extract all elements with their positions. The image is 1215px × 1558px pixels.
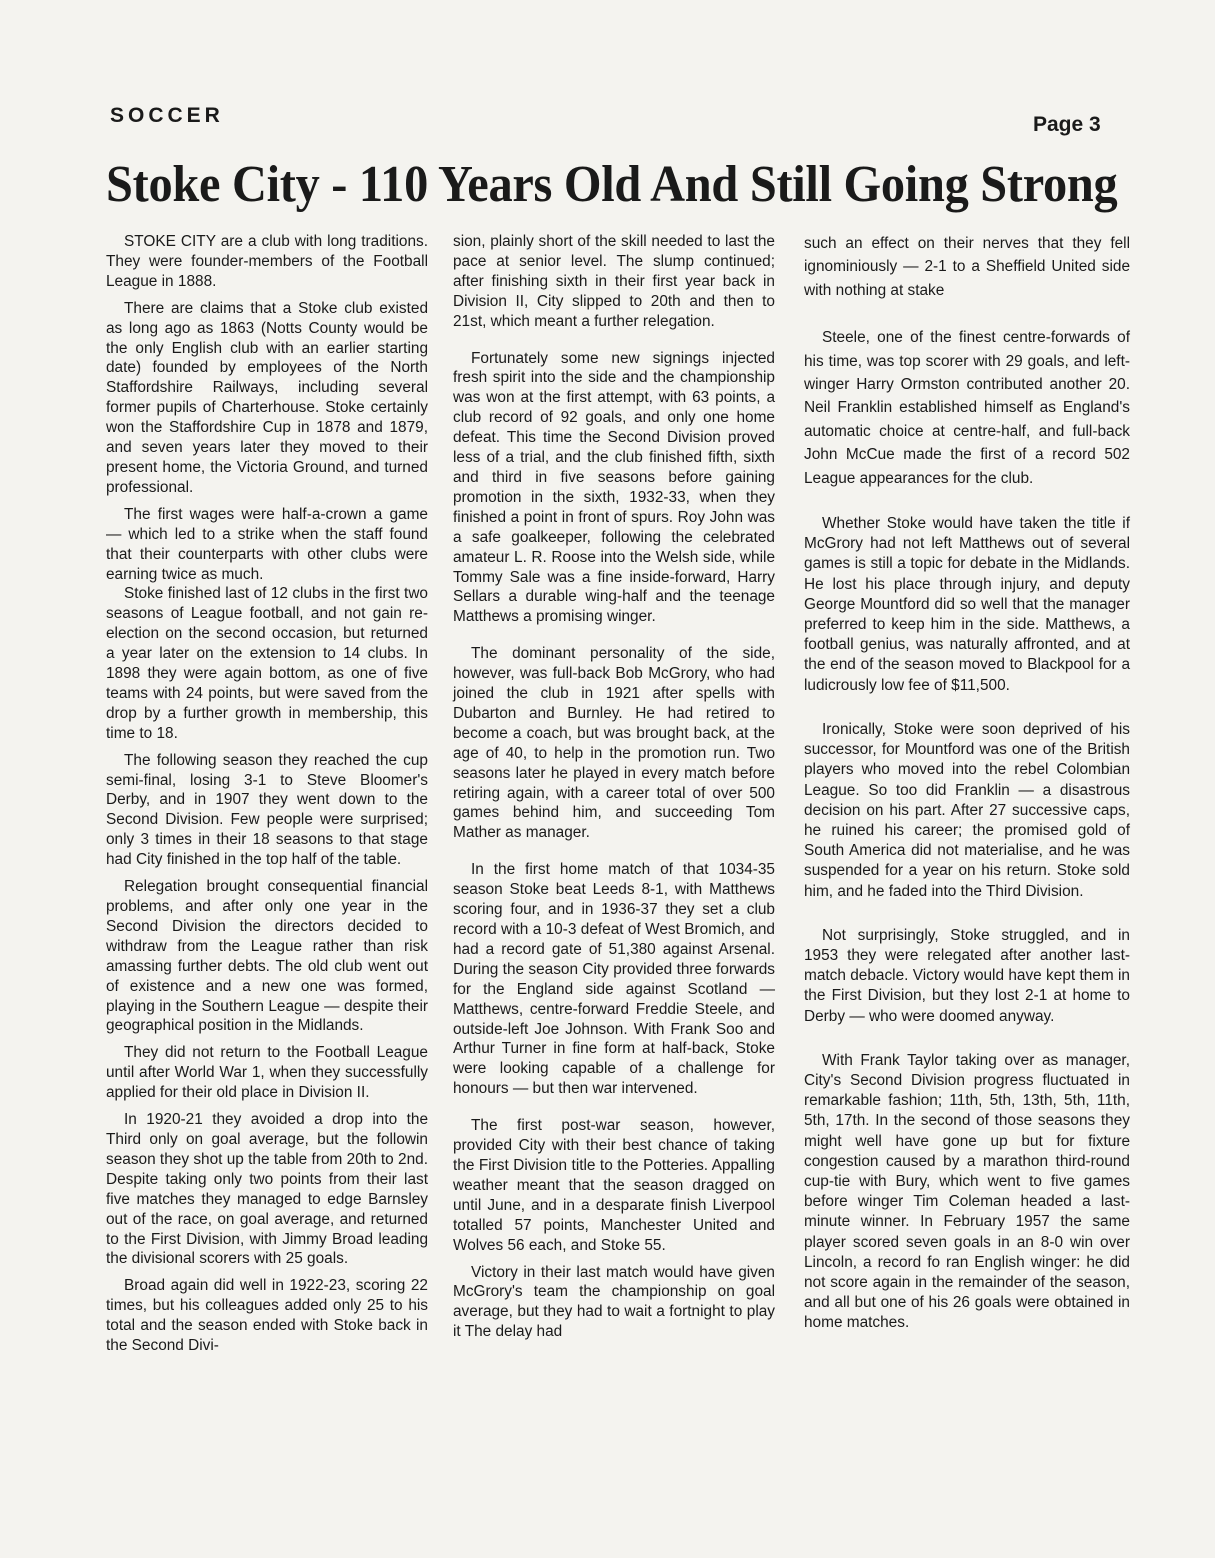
paragraph: Ironically, Stoke were soon deprived of his successor, for Mountford was one of the British players who moved into the rebel Colombian League. So too did Franklin — a disastrous decision on his part. After 27 successive caps, he ruined his career; the promised gold of South America did not materialise, and he was suspended for a year on his return. Stoke sold him, and he faded into the Third Division. [804, 720, 1130, 900]
paragraph: Victory in their last match would have given McGrory's team the championship on goal average, but they had to wait a fortnight to play it The delay had [453, 1263, 775, 1341]
paragraph: They did not return to the Football League until after World War 1, when they successfully applied for their old place in Division II. [106, 1044, 428, 1102]
paragraph: There are claims that a Stoke club existed as long ago as 1863 (Notts County would be the only English club with an earlier starting date) founded by employees of the North Staffordshire Railways, including several former pupils of Charterhouse. Stoke certainly won the Staffordshire Cup in 1878 and 1879, and seven years later they moved to their present home, the Victoria Ground, and turned professional. [106, 299, 428, 496]
paragraph: Fortunately some new signings injected fresh spirit into the side and the championship was won at the first attempt, with 63 points, a club record of 92 goals, and only one home defeat. This time the Second Division proved less of a trial, and the club finished fifth, sixth and third in five seasons before gaining promotion in the sixth, 1932-33, when they finished a point in front of spurs. Roy John was a safe goalkeeper, following the celebrated amateur L. R. Roose into the Welsh side, while Tommy Sale was a fine inside-forward, Harry Sellars a durable wing-half and the teenage Matthews a promising winger. [453, 349, 775, 626]
article-column-2 [453, 232, 775, 1359]
paragraph: Whether Stoke would have taken the title if McGrory had not left Matthews out of several games is still a topic for debate in the Midlands. He lost his place through injury, and deputy George Mountford did so well that the manager preferred to keep him in the side. Matthews, a football genius, was naturally affronted, and at the end of the season moved to Blackpool for a ludicrously low fee of $11,500. [804, 515, 1130, 694]
paragraph: such an effect on their nerves that they fell ignominiously — 2-1 to a Sheffield United side with nothing at stake [804, 235, 1130, 299]
paragraph: Stoke finished last of 12 clubs in the first two seasons of League football, and not gain re-election on the second occasion, but returned a year later on the extension to 14 clubs. In 1898 they were again bottom, as one of five teams with 24 points, but were saved from the drop by a further growth in membership, this time to 18. [106, 585, 428, 742]
article-column-3 [804, 232, 1130, 1334]
article-column-1 [106, 232, 428, 1363]
paragraph: Not surprisingly, Stoke struggled, and in 1953 they were relegated after another last-match debacle. Victory would have kept them in the First Division, but they lost 2-1 at home to Derby — who were doomed anyway. [804, 926, 1130, 1025]
paragraph: Steele, one of the finest centre-forwards of his time, was top scorer with 29 goals, and left-winger Harry Ormston contributed another 20. Neil Franklin established himself as England's automatic choice at centre-half, and full-back John McCue made the first of a record 502 League appearances for the club. [804, 329, 1130, 487]
paragraph: sion, plainly short of the skill needed to last the pace at senior level. The slump continued; after finishing sixth in their first year back in Division II, City slipped to 20th and then to 21st, which meant a further relegation. [453, 233, 775, 330]
paragraph: STOKE CITY are a club with long traditions. They were founder-members of the Football League in 1888. [106, 233, 428, 290]
paragraph: The dominant personality of the side, however, was full-back Bob McGrory, who had joined the club in 1921 after spells with Dubarton and Burnley. He had retired to become a coach, but was brought back, at the age of 40, to help in the promotion run. Two seasons later he played in every match before retiring again, with a career total of over 500 games behind him, and succeeding Tom Mather as manager. [453, 645, 775, 842]
paragraph: In 1920-21 they avoided a drop into the Third only on goal average, but the followin season they shot up the table from 20th to 2nd. Despite taking only two points from their last five matches they managed to edge Barnsley out of the race, on goal average, and returned to the First Division, with Jimmy Broad leading the divisional scorers with 25 goals. [106, 1111, 428, 1268]
paragraph: The first wages were half-a-crown a game — which led to a strike when the staff found that their counterparts with other clubs were earning twice as much. [106, 505, 428, 583]
paragraph: The following season they reached the cup semi-final, losing 3-1 to Steve Bloomer's Derby, and in 1907 they went down to the Second Division. Few people were surprised; only 3 times in their 18 seasons to that stage had City finished in the top half of the table. [106, 751, 428, 869]
paragraph: With Frank Taylor taking over as manager, City's Second Division progress fluctuated in remarkable fashion; 11th, 5th, 13th, 5th, 11th, 5th, 17th. In the second of those seasons they might well have gone up but for fixture congestion caused by a marathon third-round cup-tie with Bury, which went to five games before winger Tim Coleman headed a last-minute winner. In February 1957 the same player scored seven goals in an 8-0 win over Lincoln, a record fo ran English winger: he did not score again in the remainder of the season, and all but one of his 26 goals were obtained in home matches. [804, 1051, 1130, 1332]
paragraph: In the first home match of that 1034-35 season Stoke beat Leeds 8-1, with Matthews scoring four, and in 1936-37 they set a club record with a 10-3 defeat of West Bromich, and had a record gate of 51,380 against Arsenal. During the season City provided three forwards for the England side against Scotland —Matthews, centre-forward Freddie Steele, and outside-left Joe Johnson. With Frank Soo and Arthur Turner in fine form at half-back, Stoke were looking capable of a challenge for honours — but then war intervened. [453, 861, 775, 1098]
page-number: Page 3 [1033, 113, 1101, 136]
paragraph: Broad again did well in 1922-23, scoring 22 times, but his colleagues added only 25 to his total and the season ended with Stoke back in the Second Divi- [106, 1277, 428, 1355]
paragraph: The first post-war season, however, provided City with their best chance of taking the First Division title to the Potteries. Appalling weather meant that the season dragged on until June, and in a desparate finish Liverpool totalled 57 points, Manchester United and Wolves 56 each, and Stoke 55. [453, 1117, 775, 1254]
section-label: SOCCER [110, 104, 224, 127]
article-headline: Stoke City - 110 Years Old And Still Going Strong [106, 156, 1118, 213]
paragraph: Relegation brought consequential financial problems, and after only one year in the Second Division the directors decided to withdraw from the League rather than risk amassing further debts. The old club went out of existence and a new one was formed, playing in the Southern League — despite their geographical position in the Midlands. [106, 878, 428, 1035]
